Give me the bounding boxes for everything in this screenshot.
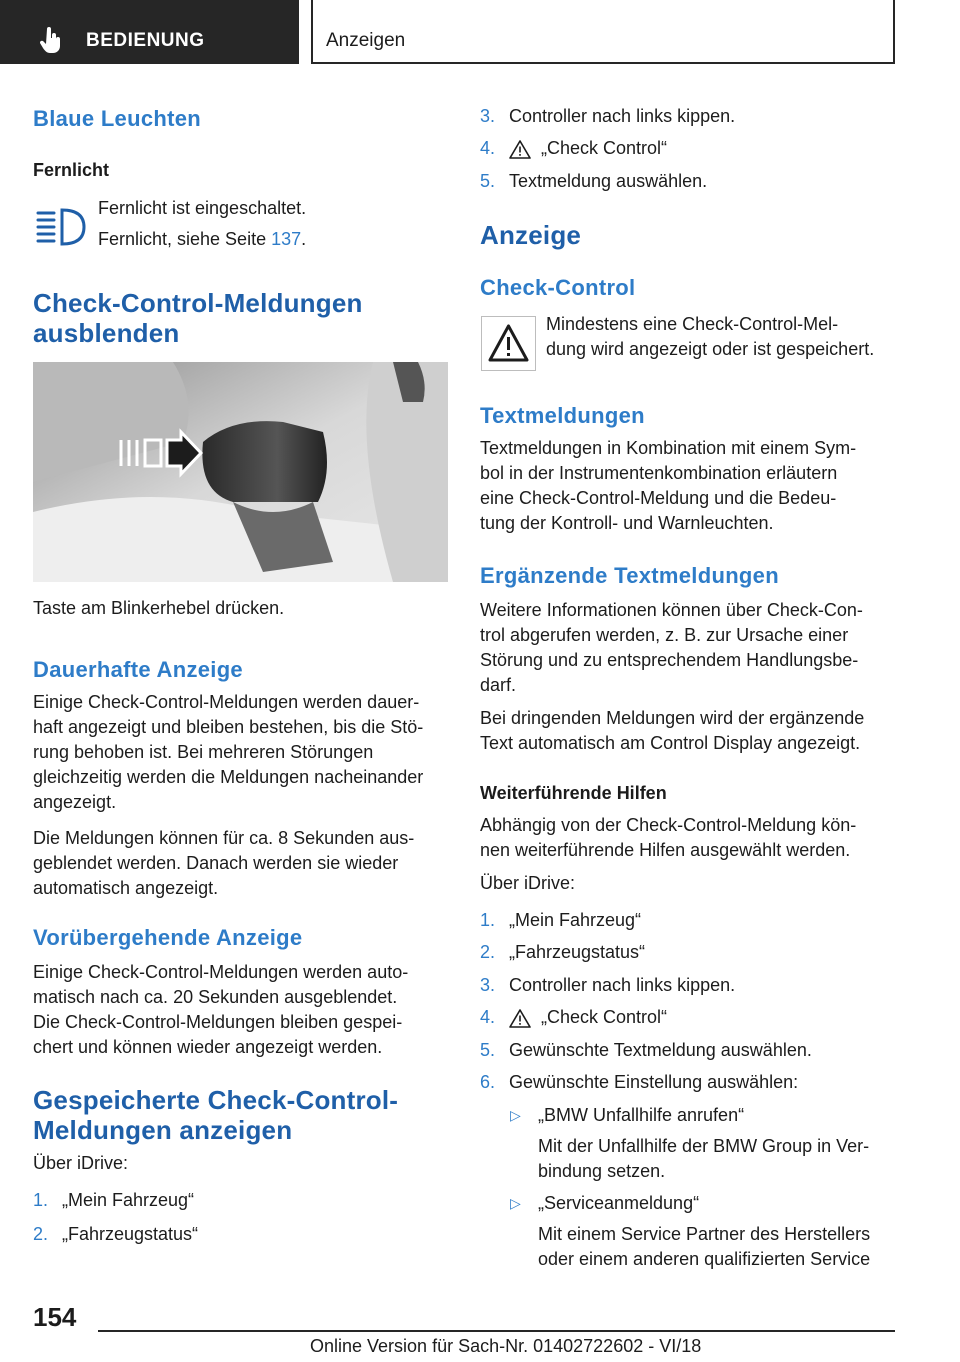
check-control-desc-2: dung wird angezeigt oder ist gespeichert. [546, 339, 875, 359]
footer-online-version: Online Version für Sach-Nr. 01402722602 - VI/18 [310, 1336, 702, 1356]
heading-dauerhafte-anzeige: Dauerhafte Anzeige [33, 657, 243, 682]
fernlicht-desc-2: Fernlicht, siehe Seite 137. [98, 229, 307, 249]
bullet-triangle-icon: ▷ [510, 1107, 521, 1123]
hand-pointer-icon [40, 27, 62, 53]
chapter-label: BEDIENUNG [86, 30, 205, 51]
ueber-idrive-left: Über iDrive: [33, 1153, 129, 1173]
footer-divider [98, 1330, 895, 1332]
heading-ausblenden-2: ausblenden [33, 318, 180, 348]
subheading-fernlicht: Fernlicht [33, 160, 110, 180]
heading-gespeichert-2: Meldungen anzeigen [33, 1115, 293, 1145]
heading-check-control: Check-Control [480, 275, 636, 300]
heading-voruebergehende-anzeige: Vorübergehende Anzeige [33, 925, 303, 950]
photo-caption: Taste am Blinkerhebel drücken. [33, 598, 285, 618]
turn-signal-lever-photo [33, 362, 448, 582]
warning-triangle-icon [509, 1009, 531, 1028]
heading-ergaenzende: Ergänzende Textmeldungen [480, 563, 779, 588]
heading-anzeige: Anzeige [480, 220, 582, 250]
subheading-weiterfuehrende-hilfen: Weiterführende Hilfen [480, 783, 667, 803]
warning-triangle-icon [509, 140, 531, 159]
ueber-idrive-right: Über iDrive: [480, 873, 576, 893]
section-title: Anzeigen [326, 30, 406, 51]
warning-triangle-icon [481, 316, 536, 371]
heading-blaue-leuchten: Blaue Leuchten [33, 106, 202, 131]
heading-textmeldungen: Textmeldungen [480, 403, 645, 428]
chapter-tab[interactable] [0, 0, 299, 64]
page-link-137[interactable]: 137 [271, 229, 302, 249]
heading-ausblenden-1: Check-Control-Meldungen [33, 288, 363, 318]
high-beam-icon [36, 207, 88, 247]
fernlicht-desc-1: Fernlicht ist eingeschaltet. [98, 198, 307, 218]
heading-gespeichert-1: Gespeicherte Check-Control- [33, 1085, 399, 1115]
bullet-triangle-icon: ▷ [510, 1195, 521, 1211]
page-number: 154 [33, 1302, 77, 1332]
check-control-desc-1: Mindestens eine Check-Control-Mel‐ [546, 314, 839, 334]
